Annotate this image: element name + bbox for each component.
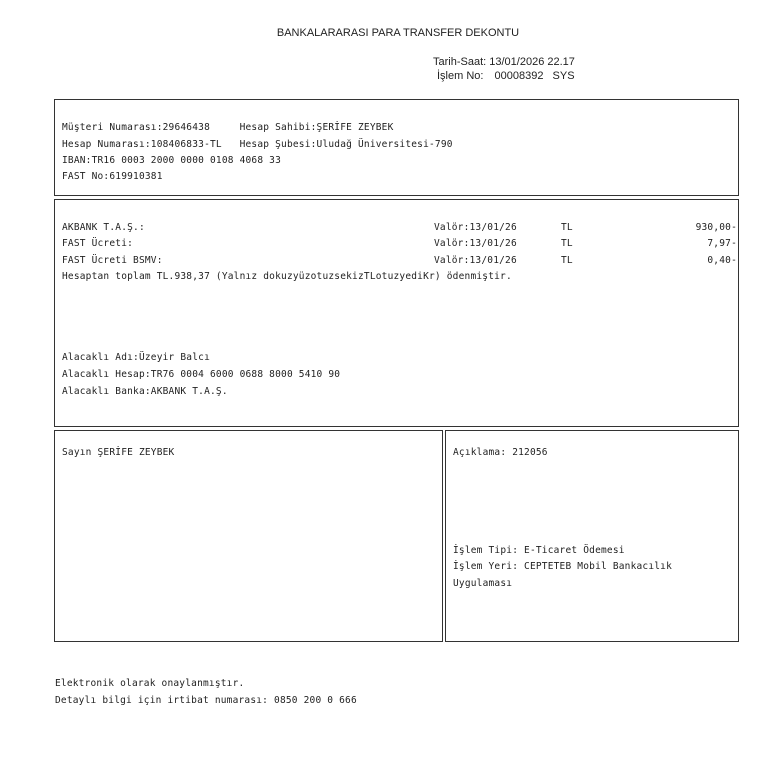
fee-label: AKBANK T.A.Ş.: bbox=[62, 222, 145, 233]
customer-info-box bbox=[54, 99, 739, 196]
fee-label: FAST Ücreti: bbox=[62, 238, 134, 249]
datetime-value: 13/01/2026 22.17 bbox=[489, 56, 575, 68]
contact-info-note: Detaylı bilgi için irtibat numarası: 0850 200 0 666 bbox=[55, 695, 357, 706]
amount: 930,00- bbox=[695, 222, 737, 233]
description-text: Açıklama: 212056 bbox=[453, 447, 548, 458]
transaction-type: İşlem Tipi: E-Ticaret Ödemesi bbox=[453, 545, 625, 556]
recipient-name: Alacaklı Adı:Üzeyir Balcı bbox=[62, 352, 210, 363]
currency: TL bbox=[561, 222, 573, 233]
valor-date: Valör:13/01/26 bbox=[434, 222, 517, 233]
receipt-title: BANKALARARASI PARA TRANSFER DEKONTU bbox=[276, 27, 520, 39]
iban-line: IBAN:TR16 0003 2000 0000 0108 4068 33 bbox=[62, 155, 282, 166]
customer-line-2: Hesap Numarası:108406833-TL Hesap Şubesi:Uludağ Üniversitesi-790 bbox=[62, 139, 453, 150]
currency: TL bbox=[561, 255, 573, 266]
transaction-place: İşlem Yeri: CEPTETEB Mobil Bankacılık bbox=[453, 561, 673, 572]
total-paid-text: Hesaptan toplam TL.938,37 (Yalnız dokuzyüzotuzsekizTLotuzyediKr) ödenmiştir. bbox=[62, 271, 512, 282]
datetime-label: Tarih-Saat: bbox=[433, 56, 487, 68]
customer-line-1: Müşteri Numarası:29646438 Hesap Sahibi:ŞERİFE ZEYBEK bbox=[62, 122, 394, 133]
amount: 7,97- bbox=[707, 238, 737, 249]
transfer-details-box bbox=[54, 199, 739, 427]
recipient-account: Alacaklı Hesap:TR76 0004 6000 0688 8000 5410 90 bbox=[62, 369, 341, 380]
amount: 0,40- bbox=[707, 255, 737, 266]
txn-number-row bbox=[437, 70, 575, 82]
recipient-bank: Alacaklı Banka:AKBANK T.A.Ş. bbox=[62, 386, 228, 397]
fast-number-line: FAST No:619910381 bbox=[62, 171, 163, 182]
fee-label: FAST Ücreti BSMV: bbox=[62, 255, 163, 266]
transaction-info-box bbox=[445, 430, 739, 642]
greeting-box bbox=[54, 430, 443, 642]
valor-date: Valör:13/01/26 bbox=[434, 255, 517, 266]
electronic-approval-note: Elektronik olarak onaylanmıştır. bbox=[55, 678, 245, 689]
greeting-text: Sayın ŞERİFE ZEYBEK bbox=[62, 447, 175, 458]
txn-number-suffix: SYS bbox=[552, 70, 575, 82]
valor-date: Valör:13/01/26 bbox=[434, 238, 517, 249]
txn-number-label: İşlem No: bbox=[437, 70, 484, 82]
datetime-row bbox=[433, 56, 575, 68]
transaction-place-cont: Uygulaması bbox=[453, 578, 513, 589]
currency: TL bbox=[561, 238, 573, 249]
txn-number-value: 00008392 bbox=[494, 70, 544, 82]
